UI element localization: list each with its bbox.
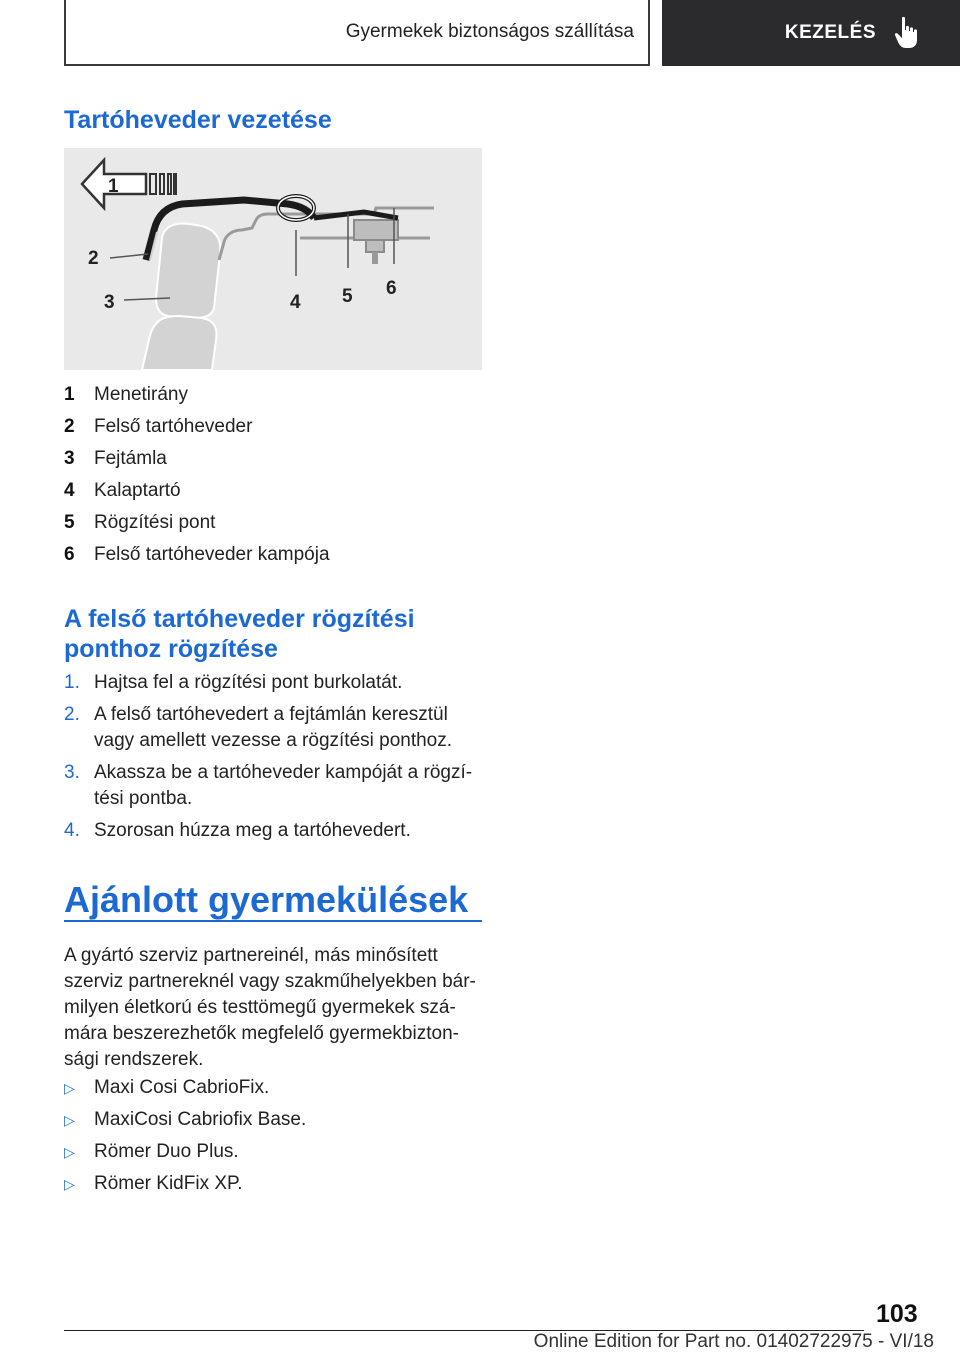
legend-text: Fejtámla [94,448,167,469]
legend-item [64,539,482,571]
figure-label-5: 5 [342,286,353,307]
header-section-tab [662,0,960,66]
step-number: 4. [64,820,80,841]
recommended-seats-paragraph: A gyártó szerviz partnereinél, más minősített szerviz partnereknél vagy szakműhelyekben bármilyen életkorú és testtömegű gyermekek számára beszerezhetők megfelelő gyermekbiztonsági rendszerek. [64,945,476,1070]
figure-legend [64,379,482,571]
hand-pointer-icon [894,16,920,50]
step-text: Akassza be a tartóheveder kampóját a rögzítési pontba. [94,762,473,809]
figure-label-1: 1 [108,176,119,197]
section-title-underline [64,920,482,922]
figure-label-6: 6 [386,278,397,299]
legend-text: Felső tartóheveder [94,416,253,437]
legend-number: 1 [64,384,75,405]
step-text: A felső tartóhevedert a fejtámlán keresztül vagy amellett vezesse a rögzítési ponthoz. [94,704,453,751]
triangle-bullet-icon: ▷ [64,1079,75,1096]
seat-list [64,1072,482,1200]
header-chapter-box [64,0,650,66]
legend-number: 6 [64,544,75,565]
legend-text: Rögzítési pont [94,512,216,533]
section-label: KEZELÉS [784,22,876,43]
step-item [64,670,482,696]
list-item [64,1072,482,1104]
legend-item [64,475,482,507]
legend-number: 3 [64,448,75,469]
legend-item [64,379,482,411]
legend-text: Kalaptartó [94,480,181,501]
legend-number: 5 [64,512,75,533]
list-item-text: Römer Duo Plus. [94,1141,239,1162]
step-item [64,818,482,844]
legend-text: Menetirány [94,384,188,405]
legend-item [64,443,482,475]
section-title-recommended-seats: Ajánlott gyermekülések [64,879,469,920]
step-item [64,760,482,812]
figure-label-2: 2 [88,248,99,269]
legend-item [64,411,482,443]
edition-note: Online Edition for Part no. 01402722975 - VI/18 [533,1331,934,1352]
step-number: 2. [64,704,80,725]
triangle-bullet-icon: ▷ [64,1143,75,1160]
section-title-attach-line1: A felső tartóheveder rögzítési [64,605,415,633]
list-item [64,1136,482,1168]
section-title-attach-line2: ponthoz rögzítése [64,635,278,663]
figure-label-3: 3 [104,292,115,313]
chapter-title: Gyermekek biztonságos szállítása [345,21,634,42]
step-list [64,670,482,850]
triangle-bullet-icon: ▷ [64,1111,75,1128]
section-title-strap-routing: Tartóheveder vezetése [64,106,332,134]
page-number: 103 [876,1300,918,1328]
list-item-text: Maxi Cosi CabrioFix. [94,1077,270,1098]
legend-number: 2 [64,416,75,437]
step-item [64,702,482,754]
legend-text: Felső tartóheveder kampója [94,544,330,565]
legend-number: 4 [64,480,75,501]
step-text: Hajtsa fel a rögzítési pont burkolatát. [94,672,403,693]
triangle-bullet-icon: ▷ [64,1175,75,1192]
step-number: 1. [64,672,80,693]
list-item [64,1168,482,1200]
list-item [64,1104,482,1136]
list-item-text: Römer KidFix XP. [94,1173,243,1194]
step-text: Szorosan húzza meg a tartóhevedert. [94,820,411,841]
figure-label-4: 4 [290,292,301,313]
list-item-text: MaxiCosi Cabriofix Base. [94,1109,307,1130]
strap-routing-illustration [64,148,482,370]
step-number: 3. [64,762,80,783]
legend-item [64,507,482,539]
